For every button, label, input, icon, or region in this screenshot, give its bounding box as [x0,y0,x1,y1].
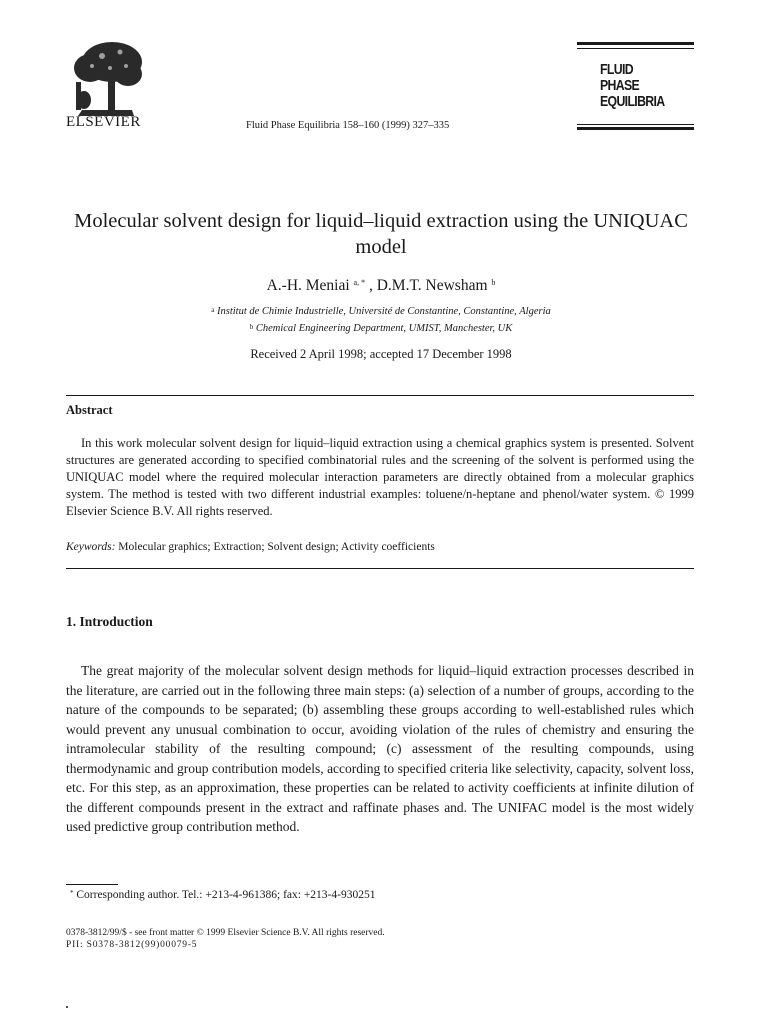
footnote-rule [66,884,118,885]
pii-identifier: PII: S0378-3812(99)00079-5 [66,940,198,950]
affiliation-text: Institut de Chimie Industrielle, Université de Constantine, Constantine, Algeria [217,306,551,317]
received-dates: Received 2 April 1998; accepted 17 December 1998 [250,347,512,361]
journal-citation: Fluid Phase Equilibria 158–160 (1999) 327–335 [246,120,450,131]
footnote-text: Corresponding author. Tel.: +213-4-961386; fax: +213-4-930251 [76,889,376,901]
author-separator: , [365,277,377,294]
page-mark [66,1006,68,1008]
affiliation-mark: b [249,323,254,331]
author-name: A.-H. Meniai [266,277,350,294]
publisher-name: ELSEVIER [66,114,141,130]
front-matter-line: 0378-3812/99/$ - see front matter © 1999 Elsevier Science B.V. All rights reserved. [66,928,385,938]
author-affiliation-mark: a, * [353,278,366,287]
abstract-text: In this work molecular solvent design for liquid–liquid extraction using a chemical graphics system is presented. Solvent structures are generated according to specified combinatorial rules and the screening of the solvent is performed using the UNIQUAC model where the required molecular interaction parameters are directly obtained from a molecular graphics system. The method is tested with two different industrial examples: toluene/n-heptane and phenol/water system. © 1999 Elsevier Science B.V. All rights reserved. [66,436,694,518]
affiliation [60,306,702,317]
author-list [60,277,702,295]
journal-logo-rule [577,42,694,45]
journal-logo-rule [577,127,694,130]
affiliation [60,323,702,334]
introduction-text: The great majority of the molecular solvent design methods for liquid–liquid extraction processes described in the literature, are carried out in the following three main steps: (a) selection of a number of groups, according to the nature of the compounds to be separated; (b) assembling these groups according to well-established rules which would prevent any unusual combination to occur, avoiding violation of the rules of chemistry and ensuring the intramolecular stability of the resulting compound; (c) assessment of the resulting compounds, using thermodynamic and group contribution models, according to specified criteria like selectivity, capacity, solvent loss, etc. For this step, as an approximation, these properties can be related to activity coefficients at infinite dilution of the different compounds present in the extract and raffinate phases and. The UNIFAC model is the most widely used predictive group contribution method. [66,663,694,834]
elsevier-tree-logo-icon [62,38,148,118]
author-affiliation-mark: b [491,278,496,287]
article-title: Molecular solvent design for liquid–liquid extraction using the UNIQUAC model [74,210,688,258]
journal-logo-rule [577,124,694,125]
footnote-mark: * [70,889,74,897]
keywords-line [66,541,694,553]
journal-logo-rule [577,48,694,49]
section-divider [66,395,694,396]
footnote [70,889,375,901]
author-name: D.M.T. Newsham [376,277,488,294]
keywords-list: Molecular graphics; Extraction; Solvent design; Activity coefficients [118,541,435,553]
journal-logo-line: FLUID PHASE [600,61,640,94]
journal-logo-line: EQUILIBRIA [600,93,665,110]
affiliation-text: Chemical Engineering Department, UMIST, Manchester, UK [255,323,513,334]
section-heading: 1. Introduction [66,614,153,629]
abstract-heading: Abstract [66,403,113,417]
keywords-label: Keywords: [66,541,116,553]
journal-logo [600,61,665,110]
section-divider [66,568,694,569]
affiliation-mark: a [211,306,215,314]
